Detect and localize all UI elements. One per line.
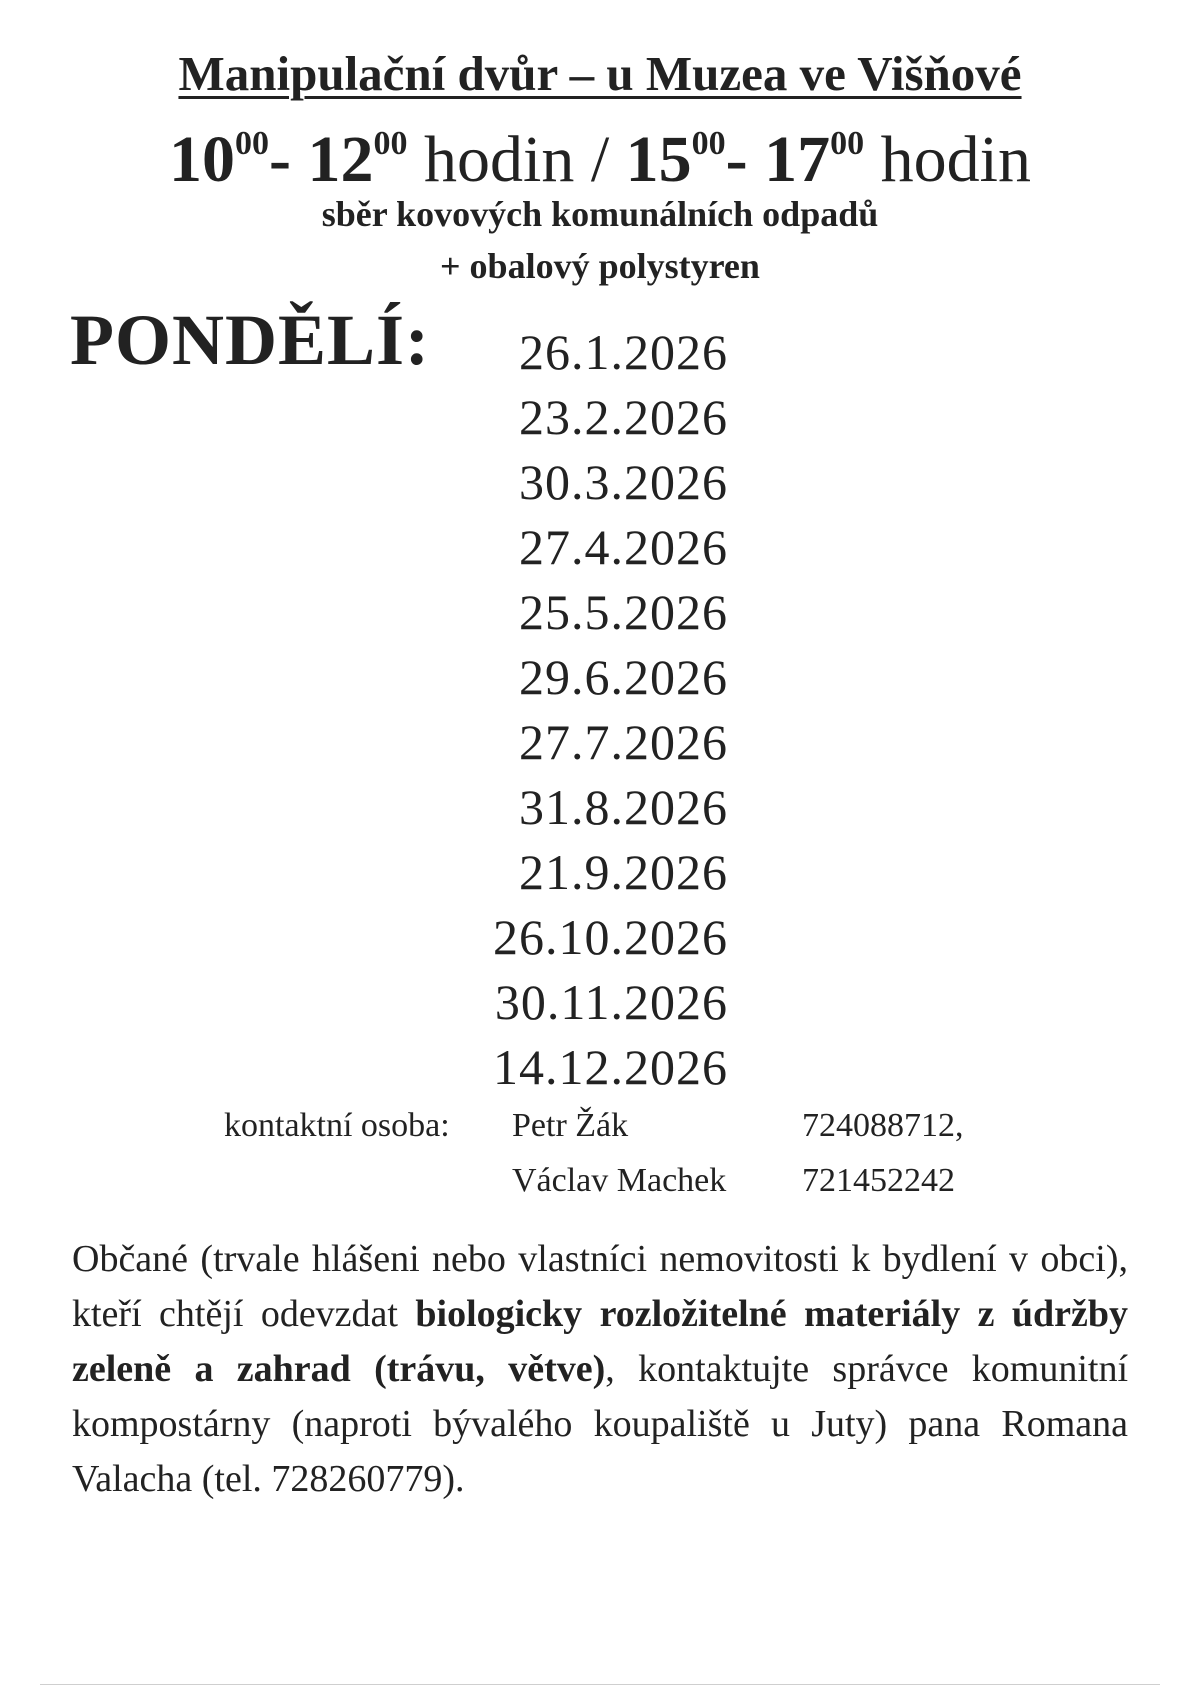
contact-name: Václav Machek [512,1162,727,1199]
hours-end-2-minutes: 00 [830,125,865,162]
hours-unit-2: hodin [864,123,1031,196]
bottom-divider [40,1684,1160,1685]
hours-unit-1: hodin / [407,123,626,196]
date-item: 30.11.2026 [494,974,728,1030]
hours-end-1-minutes: 00 [373,125,408,162]
contact-person [512,1098,964,1153]
contact-name: Petr Žák [512,1107,629,1144]
date-item: 29.6.2026 [519,649,728,705]
date-item: 21.9.2026 [519,844,728,900]
date-item: 23.2.2026 [519,389,728,445]
subtitle-line-2: + obalový polystyren [440,246,760,286]
date-list [390,320,728,1100]
info-paragraph-bold: biologicky rozložitelné materiály z údržby zeleně a zahrad (trávu, větve) [72,1293,1128,1390]
hours-start-1: 10 [169,123,235,196]
date-item: 27.4.2026 [519,519,728,575]
date-item: 30.3.2026 [519,454,728,510]
hours-dash-1: - [269,123,308,196]
contact-phone: 724088712, [802,1107,964,1144]
page-title: Manipulační dvůr – u Muzea ve Višňové [178,46,1022,101]
date-item: 31.8.2026 [519,779,728,835]
hours-end-1: 12 [307,123,374,196]
info-paragraph [72,1232,1128,1507]
opening-hours [0,108,1200,200]
day-label: PONDĚLÍ: [70,300,431,380]
date-item: 26.1.2026 [519,324,728,380]
date-item: 26.10.2026 [493,909,728,965]
date-item: 14.12.2026 [493,1039,728,1095]
hours-end-2: 17 [764,123,831,196]
info-paragraph-part-1: Občané (trvale hlášeni nebo vlastníci nemovitosti k bydlení v obci), kteří chtějí odevzdat [72,1238,1128,1335]
hours-start-1-minutes: 00 [235,125,269,162]
hours-start-2-minutes: 00 [691,125,726,162]
hours-start-2: 15 [625,123,692,196]
date-item: 25.5.2026 [519,584,728,640]
info-paragraph-part-2: , kontaktujte správce komunitní kompostárny (naproti bývalého koupaliště u Juty) pana Romana Valacha (tel. 728260779). [72,1348,1128,1500]
date-item: 27.7.2026 [519,714,728,770]
hours-dash-2: - [725,123,765,196]
subtitle-line-1: sběr kovových komunálních odpadů [321,194,879,234]
contact-label: kontaktní osoba: [224,1107,450,1144]
contact-person [512,1153,955,1208]
contact-phone: 721452242 [802,1162,955,1199]
